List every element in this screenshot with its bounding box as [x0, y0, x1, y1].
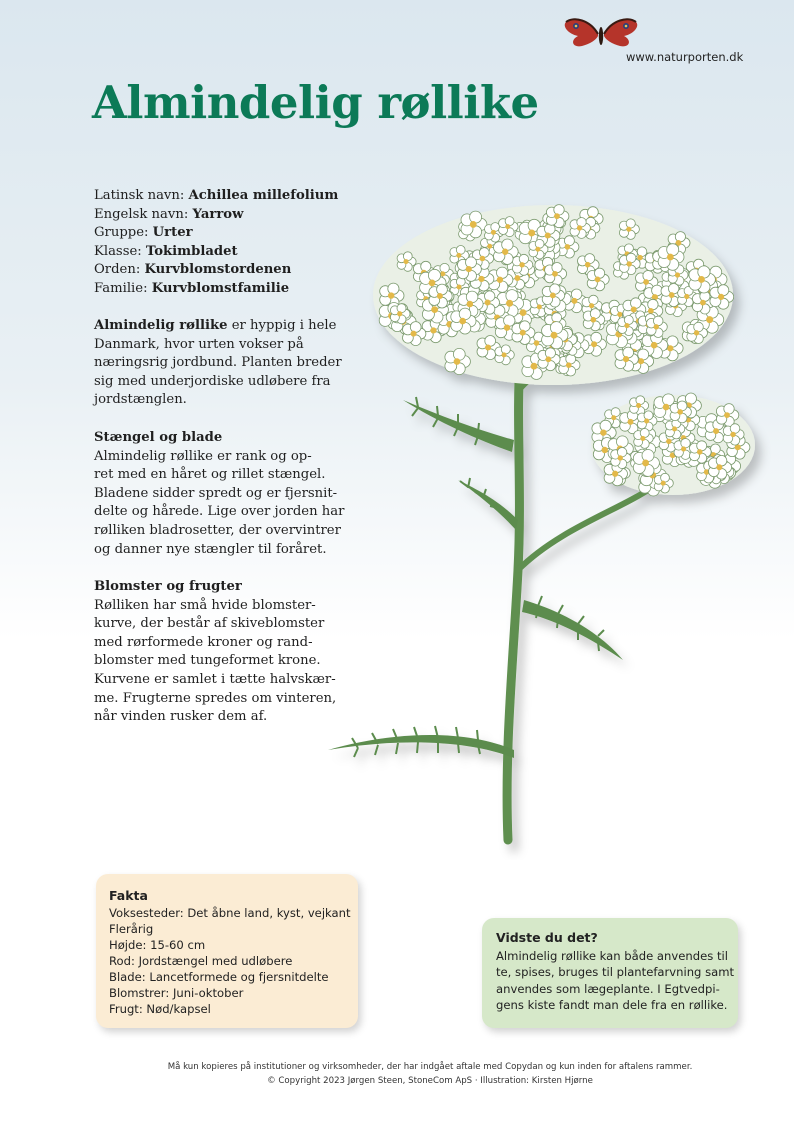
did-you-know-line: gens kiste fandt man dele fra en røllike. [496, 998, 728, 1012]
did-you-know-line: Almindelig røllike kan både anvendes til [496, 948, 728, 963]
fakta-line: Blade: Lancetformede og fjersnitdelte [109, 970, 329, 984]
fakta-box [96, 874, 358, 1028]
taxonomy-group: Gruppe: Urter [94, 225, 193, 241]
did-you-know-line: anvendes som lægeplante. I Egtvedpi- [496, 981, 720, 996]
taxonomy-order: Orden: Kurvblomstordenen [94, 262, 292, 278]
taxonomy-class: Klasse: Tokimbladet [94, 243, 238, 259]
fakta-line: Blomstrer: Juni-oktober [109, 986, 244, 1000]
taxonomy-family: Familie: Kurvblomstfamilie [94, 280, 290, 296]
fakta-line: Voksesteder: Det åbne land, kyst, vejkant [109, 906, 351, 920]
did-you-know-line: te, spises, bruges til plantefarvning samt [496, 965, 735, 979]
footer-copyright: © Copyright 2023 Jørgen Steen, StoneCom ApS · Illustration: Kirsten Hjørne [267, 1076, 593, 1086]
section-heading-flower: Blomster og frugter [94, 579, 242, 594]
fakta-line: Flerårig [109, 922, 154, 936]
page-title: Almindelig røllike [92, 76, 539, 129]
flower-section: Blomster og frugter Rølliken har små hvide blomster- kurve, der består af skiveblomster med rørformede kroner og rand- blomster med tungeformet krone. Kurvene er samlet i tætte halvskær- me. Frugterne spredes om vinteren, når vinden rusker dem af. [94, 578, 356, 727]
fakta-line: Højde: 15-60 cm [109, 938, 206, 952]
fakta-title: Fakta [109, 888, 148, 903]
fakta-line: Frugt: Nød/kapsel [109, 1002, 211, 1016]
did-you-know-title: Vidste du det? [496, 930, 598, 945]
section-heading-stem: Stængel og blade [94, 430, 223, 445]
fakta-line: Rod: Jordstængel med udløbere [109, 954, 293, 968]
site-url[interactable]: www.naturporten.dk [626, 50, 744, 64]
taxonomy-english: Engelsk navn: Yarrow [94, 206, 244, 222]
intro-paragraph: Almindelig røllike er hyppig i hele Danmark, hvor urten vokser på næringsrig jordbund. Planten breder sig med underjordiske udløbere fra jordstænglen. [94, 318, 342, 408]
footer-license: Må kun kopieres på institutioner og virksomheder, der har indgået aftale med Copydan og kun inden for aftalens rammer. [167, 1062, 693, 1072]
stem-section: Stængel og blade Almindelig røllike er rank og op- ret med en håret og rillet stængel. Bladene sidder spredt og er fjersnit- delte og hårede. Lige over jorden har rølliken bladrosetter, der overvintrer og danner nye stængler til foråret. [94, 429, 356, 559]
taxonomy-latin: Latinsk navn: Achillea millefolium [94, 188, 339, 203]
did-you-know-box [482, 918, 738, 1028]
butterfly-icon [560, 14, 642, 54]
yarrow-plant-illustration [318, 190, 788, 860]
